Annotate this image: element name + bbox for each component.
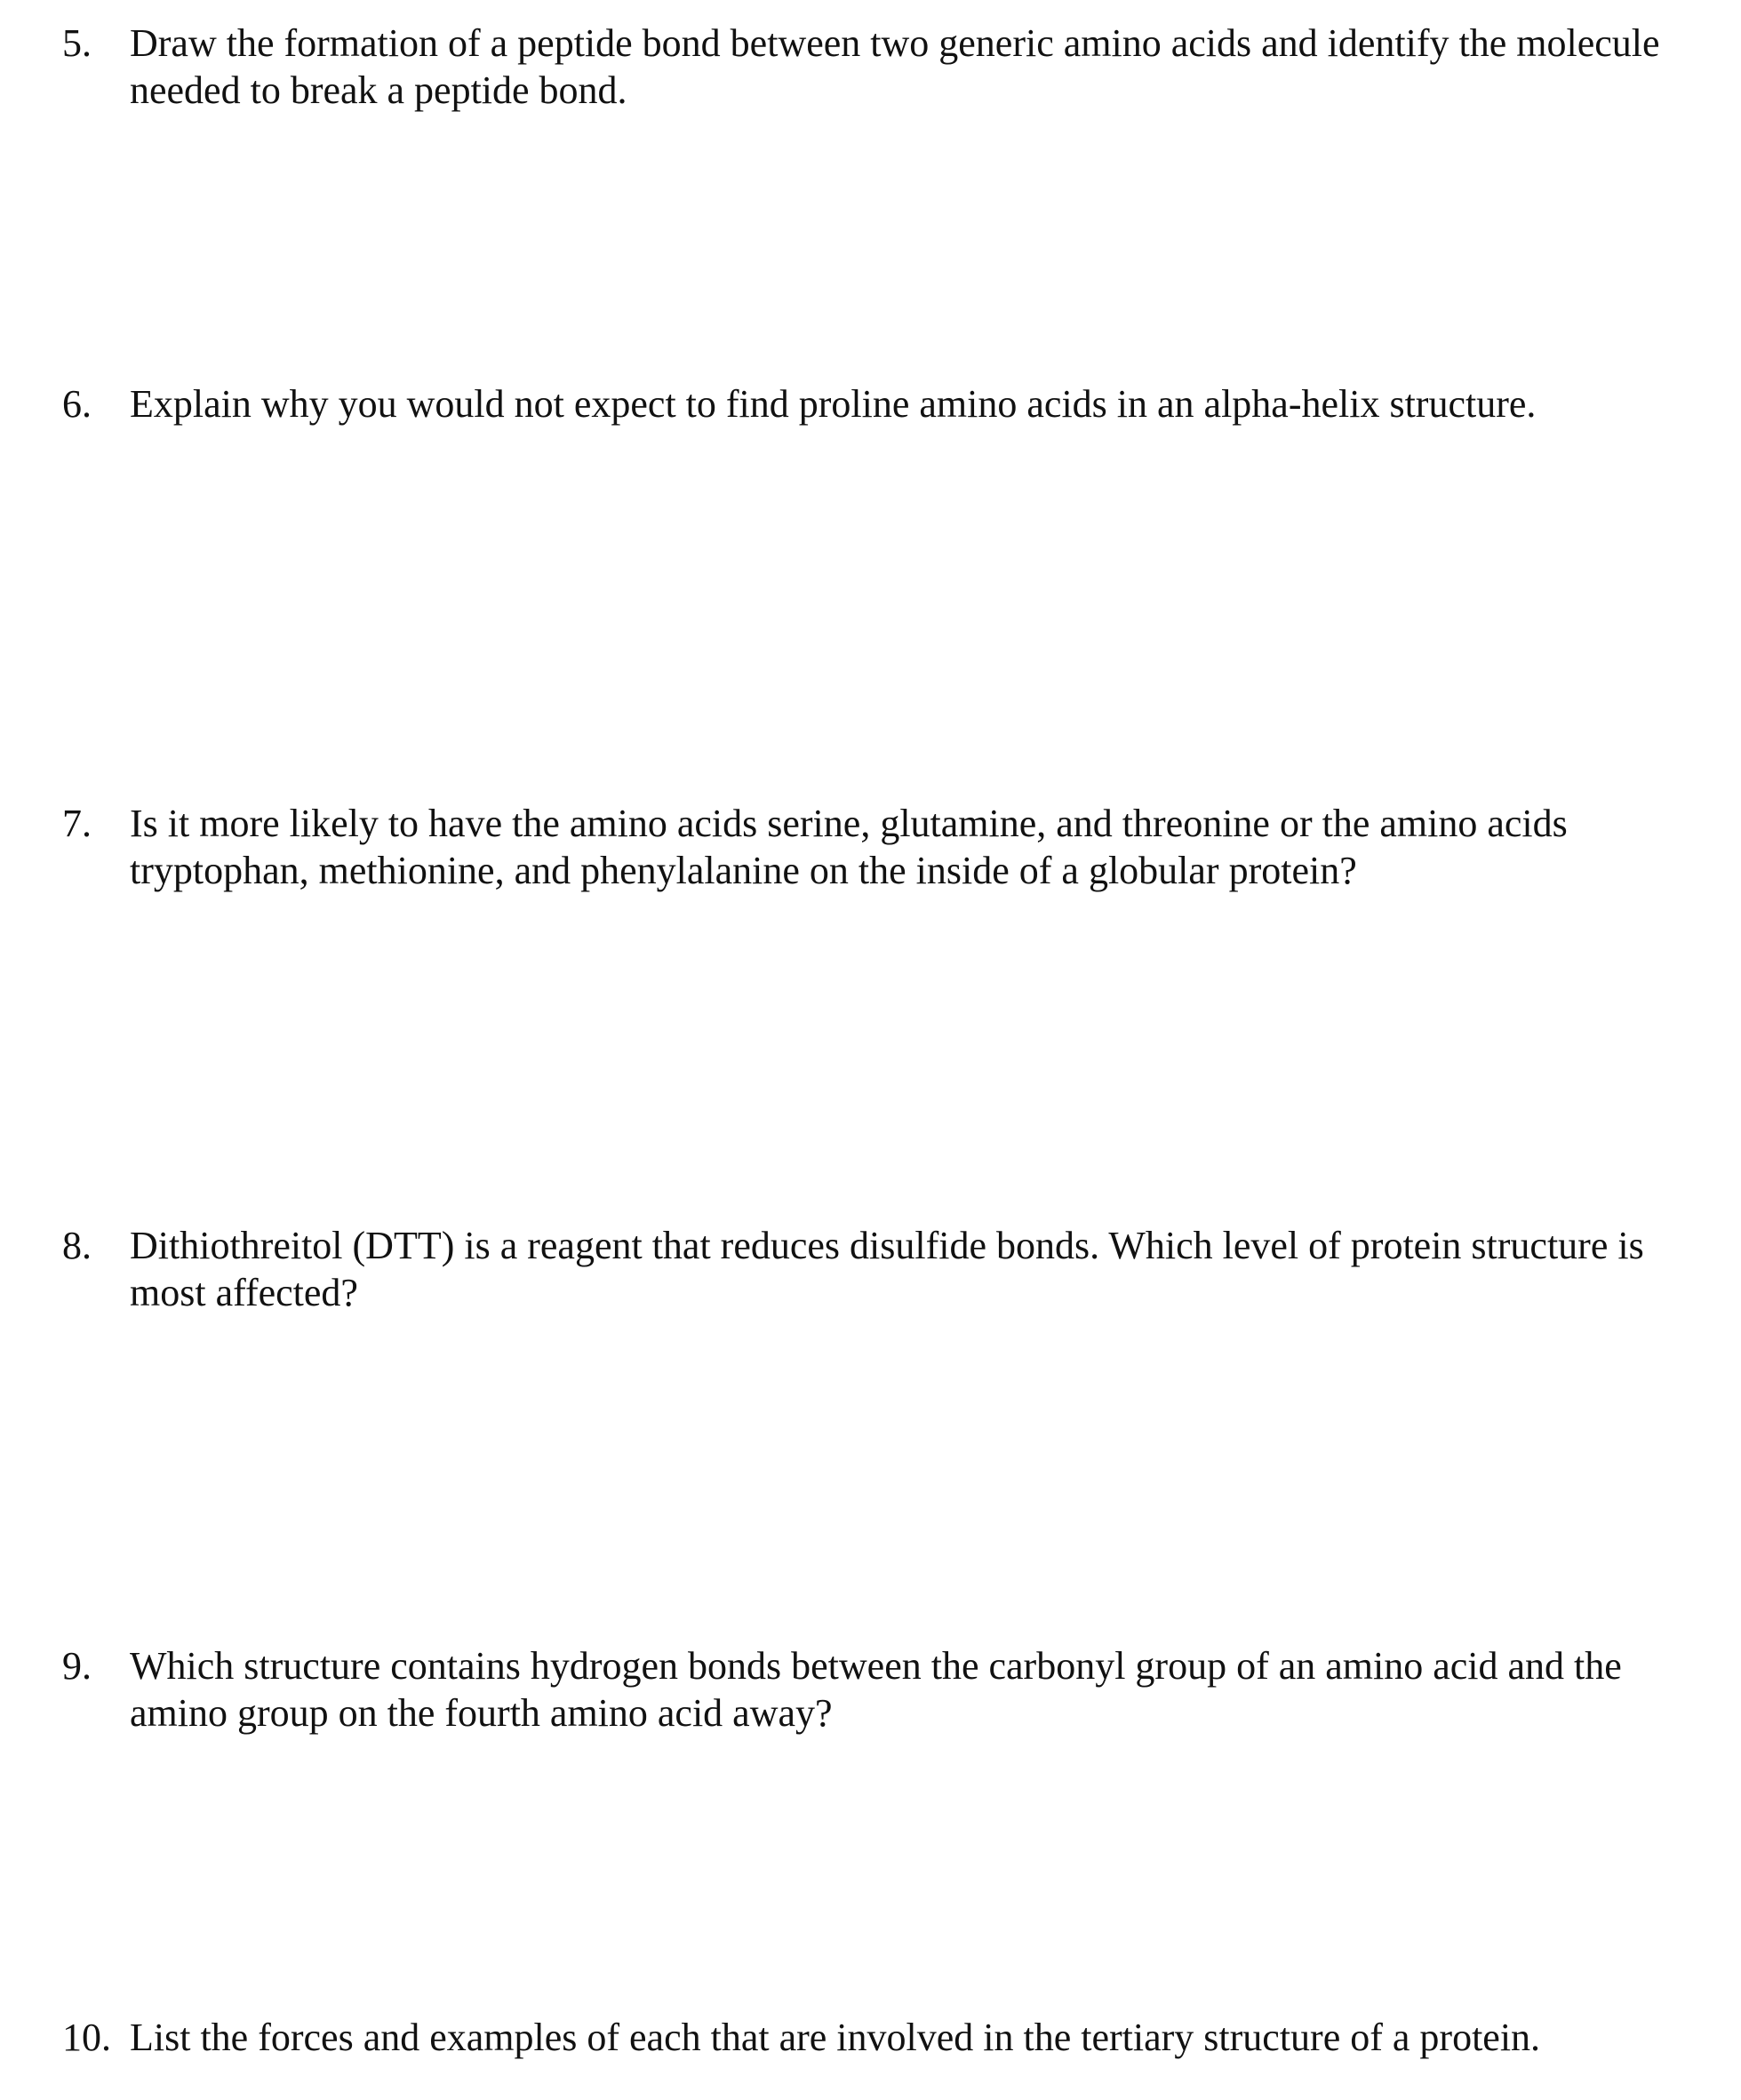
question-8	[62, 1222, 1733, 1316]
question-text: Explain why you would not expect to find proline amino acids in an alpha-helix structure.	[130, 382, 1537, 426]
question-text: Which structure contains hydrogen bonds between the carbonyl group of an amino acid and the amino group on the fourth amino acid away?	[130, 1644, 1622, 1735]
question-5	[62, 20, 1733, 114]
question-number: 8.	[62, 1224, 92, 1267]
question-number: 6.	[62, 382, 92, 426]
question-text: List the forces and examples of each that are involved in the tertiary structure of a protein.	[130, 2016, 1541, 2059]
question-number: 5.	[62, 21, 92, 65]
question-text: Draw the formation of a peptide bond between two generic amino acids and identify the molecule needed to break a peptide bond.	[130, 21, 1660, 112]
question-10	[62, 2014, 1733, 2061]
question-6	[62, 380, 1733, 427]
question-7	[62, 800, 1733, 894]
question-number: 10.	[62, 2016, 111, 2059]
question-9	[62, 1642, 1733, 1737]
question-number: 9.	[62, 1644, 92, 1688]
question-text: Is it more likely to have the amino acids serine, glutamine, and threonine or the amino acids tryptophan, methionine, and phenylalanine on the inside of a globular protein?	[130, 802, 1568, 892]
question-text: Dithiothreitol (DTT) is a reagent that reduces disulfide bonds. Which level of protein structure is most affected?	[130, 1224, 1644, 1314]
question-number: 7.	[62, 802, 92, 845]
